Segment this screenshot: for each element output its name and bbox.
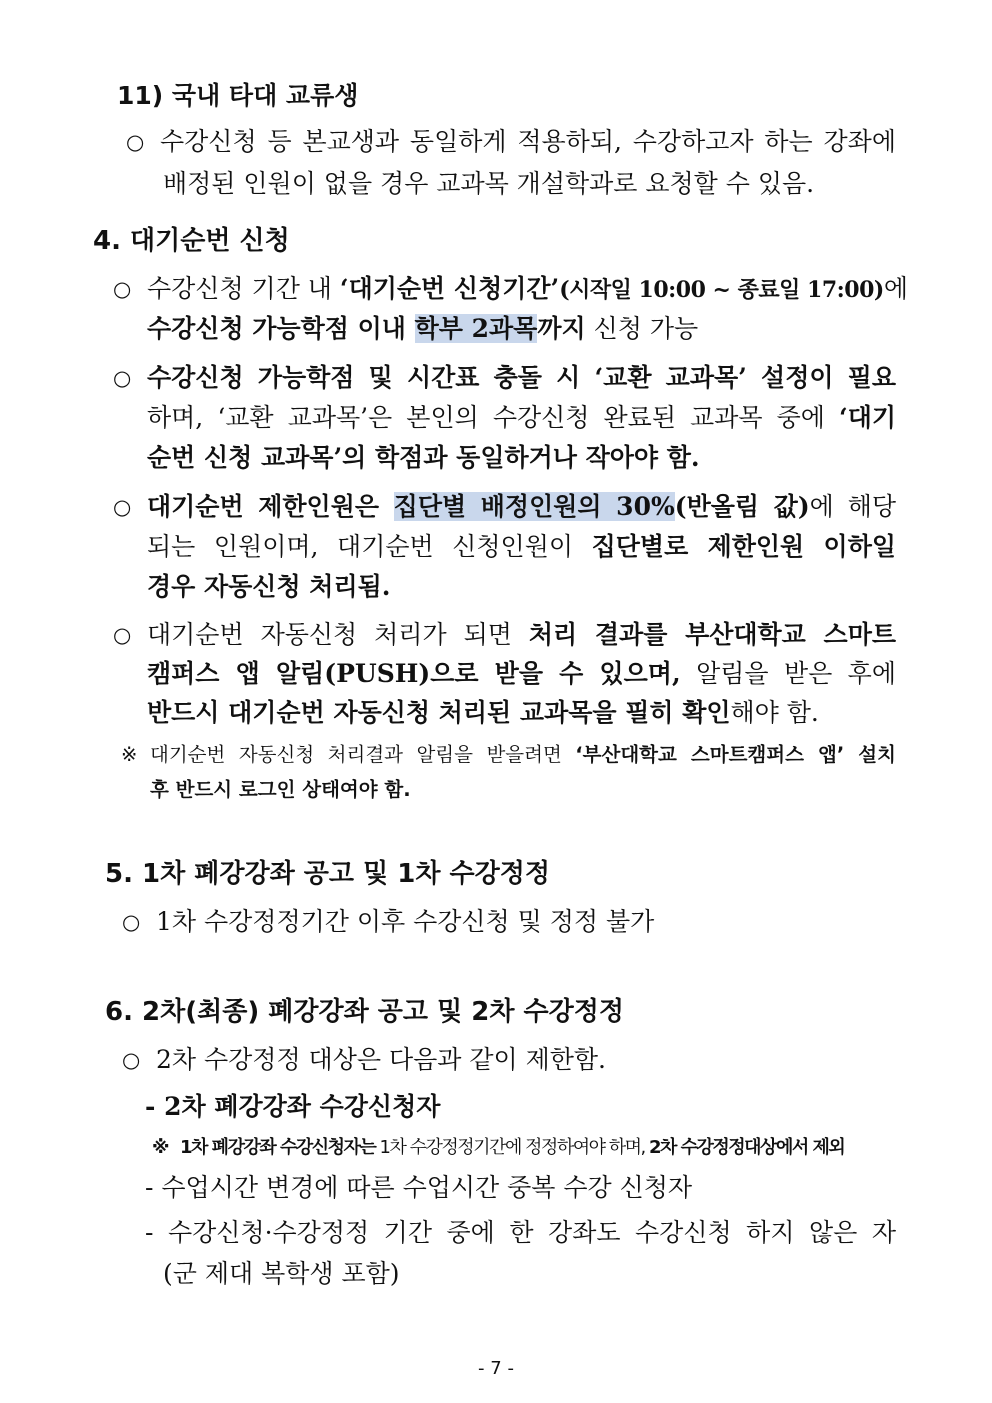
s4-note-line-1: [150, 738, 896, 772]
text: 까지: [537, 314, 586, 343]
s6-dash-2: - 수업시간 변경에 따른 수업시간 중복 수강 신청자: [145, 1173, 693, 1202]
s11-line-2: 배정된 인원이 없을 경우 교과목 개설학과로 요청할 수 있음.: [163, 169, 815, 198]
text: 처리 결과를 부산대학교 스마트: [528, 620, 897, 649]
text: 1차 수강정정기간에 정정하여야 하며,: [375, 1137, 649, 1158]
text: (시작일 10:00 ~ 종료일 17:00): [559, 277, 884, 303]
text: 신청 가능: [585, 314, 699, 343]
bullet-icon: ○: [113, 366, 132, 390]
bullet-icon: ○: [122, 1048, 141, 1072]
s11-line-1: 수강신청 등 본교생과 동일하게 적용하되, 수강하고자 하는 강좌에: [160, 127, 896, 156]
section-11-title: 11) 국내 타대 교류생: [117, 81, 359, 110]
s4-b1-line-2: [147, 312, 698, 346]
highlighted-text: 집단별 배정인원의 30%: [393, 492, 675, 521]
text: 에 해당: [809, 492, 897, 521]
note-mark: ※: [152, 1137, 168, 1158]
s4-b3-line-2: [147, 530, 896, 564]
s6-dash-1: - 2차 폐강강좌 수강신청자: [145, 1092, 441, 1121]
s6-dash-3-cont: (군 제대 복학생 포함): [163, 1259, 400, 1288]
highlighted-text: 학부 2과목: [414, 314, 538, 343]
bullet-icon: ○: [113, 495, 132, 519]
bullet-icon: ○: [126, 130, 145, 154]
page-number: - 7 -: [478, 1358, 514, 1379]
text: 수강신청 기간 내: [147, 274, 340, 303]
text: 2차 수강정정대상에서 제외: [648, 1137, 845, 1158]
s4-b1-line-1: [147, 272, 908, 307]
note-mark: ※: [121, 743, 138, 766]
s4-b4-line-1: [147, 618, 896, 652]
text: ‘부산대학교 스마트캠퍼스 앱’ 설치: [575, 743, 896, 766]
s4-b4-line-2: [147, 657, 896, 691]
text: 하며, ‘교환 교과목’은 본인의 수강신청 완료된 교과목 중에: [147, 403, 839, 432]
text: 대기순번 자동신청 처리가 되면: [147, 620, 529, 649]
text: 알림을 받은 후에: [680, 659, 896, 688]
text: 반드시 대기순번 자동신청 처리된 교과목을 필히 확인: [147, 698, 731, 727]
s5-line-1: 1차 수강정정기간 이후 수강신청 및 정정 불가: [156, 907, 655, 936]
s6-dash-3: - 수강신청·수강정정 기간 중에 한 강좌도 수강신청 하지 않은 자: [145, 1218, 896, 1247]
text: 대기순번 자동신청 처리결과 알림을 받을려면: [150, 743, 576, 766]
s4-b2-line-2: [147, 401, 896, 435]
s6-note-line: [180, 1131, 844, 1165]
s4-b3-line-3: 경우 자동신청 처리됨.: [147, 572, 391, 601]
s4-b4-line-3: [147, 696, 819, 730]
section-6-title: 6. 2차(최종) 폐강강좌 공고 및 2차 수강정정: [105, 997, 624, 1027]
text: 1차 폐강강좌 수강신청자는: [180, 1137, 376, 1158]
text: (반올림 값): [674, 492, 810, 521]
bullet-icon: ○: [113, 623, 132, 647]
s4-b2-line-3: 순번 신청 교과목’의 학점과 동일하거나 작아야 함.: [147, 443, 700, 472]
section-4-title: 4. 대기순번 신청: [93, 226, 290, 256]
text: 되는 인원이며, 대기순번 신청인원이: [147, 532, 592, 561]
section-5-title: 5. 1차 폐강강좌 공고 및 1차 수강정정: [105, 859, 550, 889]
text: 수강신청 가능학점 이내: [147, 314, 415, 343]
text: 캠퍼스 앱 알림(PUSH)으로 받을 수 있으며,: [147, 659, 681, 688]
text: 에: [883, 274, 908, 303]
bullet-icon: ○: [113, 277, 132, 301]
s4-note-line-2: 후 반드시 로그인 상태여야 함.: [150, 778, 411, 801]
text: 대기순번 제한인원은: [147, 492, 394, 521]
bullet-icon: ○: [122, 910, 141, 934]
s6-line-1: 2차 수강정정 대상은 다음과 같이 제한함.: [156, 1045, 606, 1074]
s4-b2-line-1: 수강신청 가능학점 및 시간표 충돌 시 ‘교환 교과목’ 설정이 필요: [147, 363, 896, 392]
text: 집단별로 제한인원 이하일: [591, 532, 896, 561]
s4-b3-line-1: [147, 490, 896, 524]
text: ‘대기순번 신청기간’: [339, 274, 560, 303]
text: 해야 함.: [730, 698, 819, 727]
text: ‘대기: [838, 403, 896, 432]
